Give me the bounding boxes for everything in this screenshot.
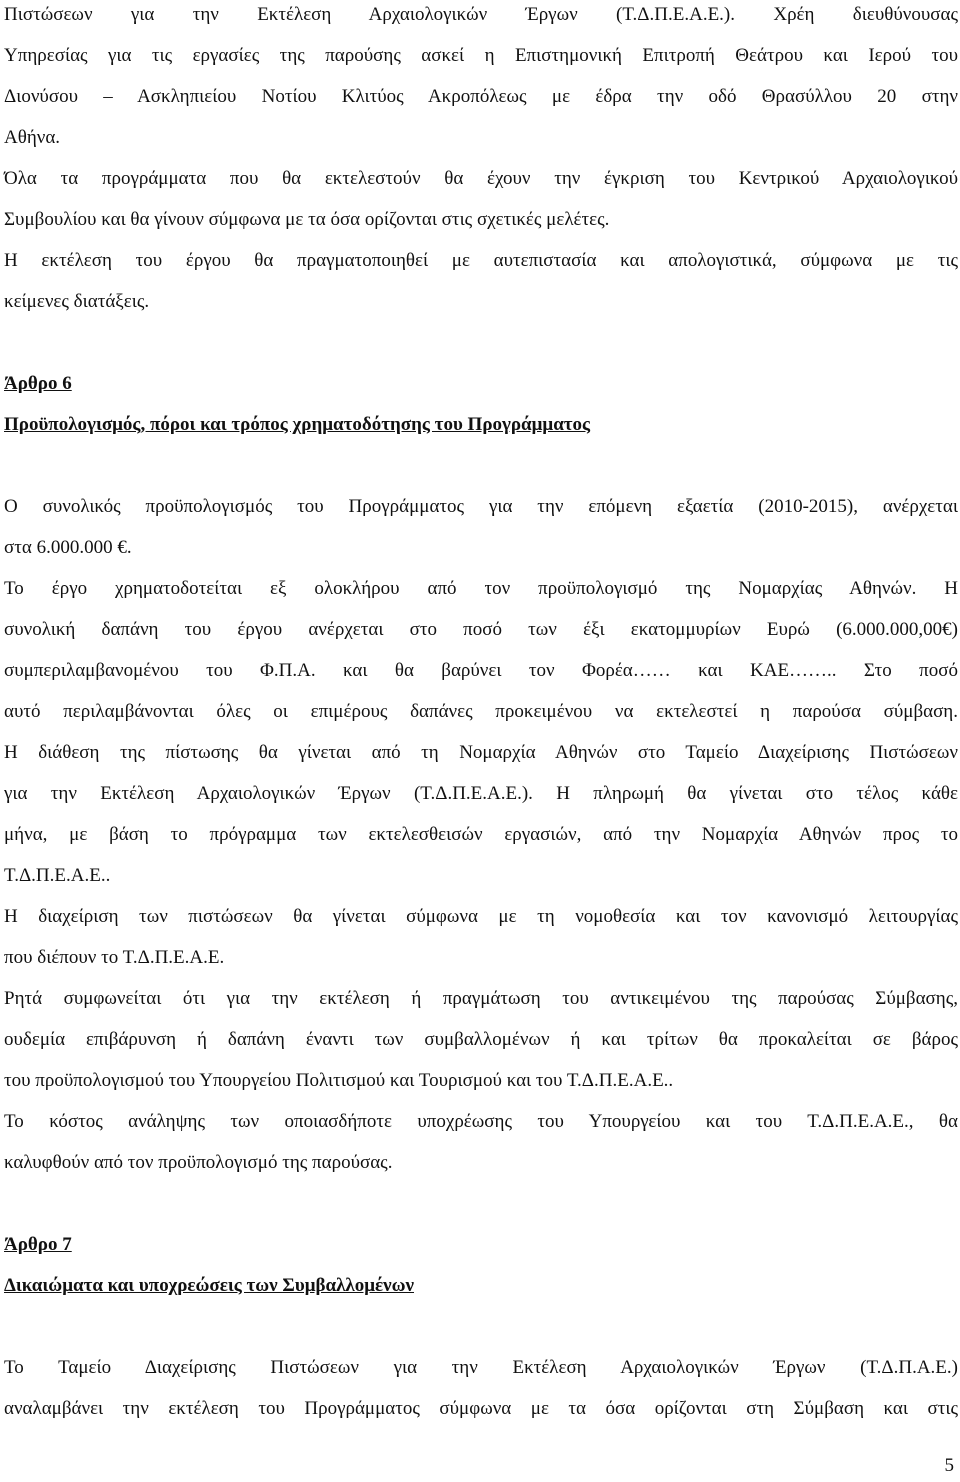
text-line: Αθήνα. (4, 127, 61, 148)
text-line: συμπεριλαμβανομένου του Φ.Π.Α. και θα βαρύνει τον Φορέα…… και ΚΑΕ…….. Στο ποσό (4, 660, 958, 681)
text-line: Η διάθεση της πίστωσης θα γίνεται από τη Νομαρχία Αθηνών στο Ταμείο Διαχείρισης Πιστώσεων (4, 742, 958, 763)
text-line: Διονύσου – Ασκληπιείου Νοτίου Κλιτύος Ακροπόλεως με έδρα την οδό Θρασύλλου 20 στην (4, 86, 958, 107)
text-line: Η διαχείριση των πιστώσεων θα γίνεται σύμφωνα με τη νομοθεσία και τον κανονισμό λειτουργίας (4, 906, 958, 927)
text-line: Το κόστος ανάληψης των οποιασδήποτε υποχρέωσης του Υπουργείου και του Τ.Δ.Π.Ε.Α.Ε., θα (4, 1111, 958, 1132)
text-line: συνολική δαπάνη του έργου ανέρχεται στο ποσό των έξι εκατομμυρίων Ευρώ (6.000.000,00€) (4, 619, 958, 640)
text-line: Υπηρεσίας για τις εργασίες της παρούσης ασκεί η Επιστημονική Επιτροπή Θεάτρου και Ιερού του (4, 45, 958, 66)
article-7-number: Άρθρο 7 (4, 1234, 72, 1255)
text-line: ουδεμία επιβάρυνση ή δαπάνη έναντι των συμβαλλομένων ή και τρίτων θα προκαλείται σε βάρος (4, 1029, 958, 1050)
text-line: καλυφθούν από τον προϋπολογισμό της παρούσας. (4, 1152, 393, 1173)
text-line: που διέπουν το Τ.Δ.Π.Ε.Α.Ε. (4, 947, 225, 968)
page-number: 5 (944, 1455, 954, 1476)
text-line: αυτό περιλαμβάνονται όλες οι επιμέρους δαπάνες προκειμένου να εκτελεστεί η παρούσα σύμβαση. (4, 701, 958, 722)
text-line: κείμενες διατάξεις. (4, 291, 150, 312)
text-line: Το έργο χρηματοδοτείται εξ ολοκλήρου από τον προϋπολογισμό της Νομαρχίας Αθηνών. Η (4, 578, 958, 599)
text-line: για την Εκτέλεση Αρχαιολογικών Έργων (Τ.Δ.Π.Ε.Α.Ε.). Η πληρωμή θα γίνεται στο τέλος κάθε (4, 783, 958, 804)
text-line: μήνα, με βάση το πρόγραμμα των εκτελεσθεισών εργασιών, από την Νομαρχία Αθηνών προς το (4, 824, 958, 845)
text-line: στα 6.000.000 €. (4, 537, 132, 558)
article-6-number: Άρθρο 6 (4, 373, 72, 394)
text-line: Συμβουλίου και θα γίνουν σύμφωνα με τα όσα ορίζονται στις σχετικές μελέτες. (4, 209, 610, 230)
article-6-title: Προϋπολογισμός, πόροι και τρόπος χρηματοδότησης του Προγράμματος (4, 414, 591, 435)
text-line: Όλα τα προγράμματα που θα εκτελεστούν θα έχουν την έγκριση του Κεντρικού Αρχαιολογικού (4, 168, 958, 189)
text-line: Ρητά συμφωνείται ότι για την εκτέλεση ή πραγμάτωση του αντικειμένου της παρούσας Σύμβασης, (4, 988, 958, 1009)
text-line: Τ.Δ.Π.Ε.Α.Ε.. (4, 865, 111, 886)
text-line: Πιστώσεων για την Εκτέλεση Αρχαιολογικών Έργων (Τ.Δ.Π.Ε.Α.Ε.). Χρέη διευθύνουσας (4, 4, 958, 25)
text-line: Η εκτέλεση του έργου θα πραγματοποιηθεί με αυτεπιστασία και απολογιστικά, σύμφωνα με τις (4, 250, 958, 271)
text-line: Το Ταμείο Διαχείρισης Πιστώσεων για την Εκτέλεση Αρχαιολογικών Έργων (Τ.Δ.Π.Α.Ε.) (4, 1357, 958, 1378)
text-line: Ο συνολικός προϋπολογισμός του Προγράμματος για την επόμενη εξαετία (2010-2015), ανέρχεται (4, 496, 958, 517)
article-7-title: Δικαιώματα και υποχρεώσεις των Συμβαλλομένων (4, 1275, 414, 1296)
text-line: του προϋπολογισμού του Υπουργείου Πολιτισμού και Τουρισμού και του Τ.Δ.Π.Ε.Α.Ε.. (4, 1070, 674, 1091)
text-line: αναλαμβάνει την εκτέλεση του Προγράμματος σύμφωνα με τα όσα ορίζονται στη Σύμβαση και στις (4, 1398, 958, 1419)
